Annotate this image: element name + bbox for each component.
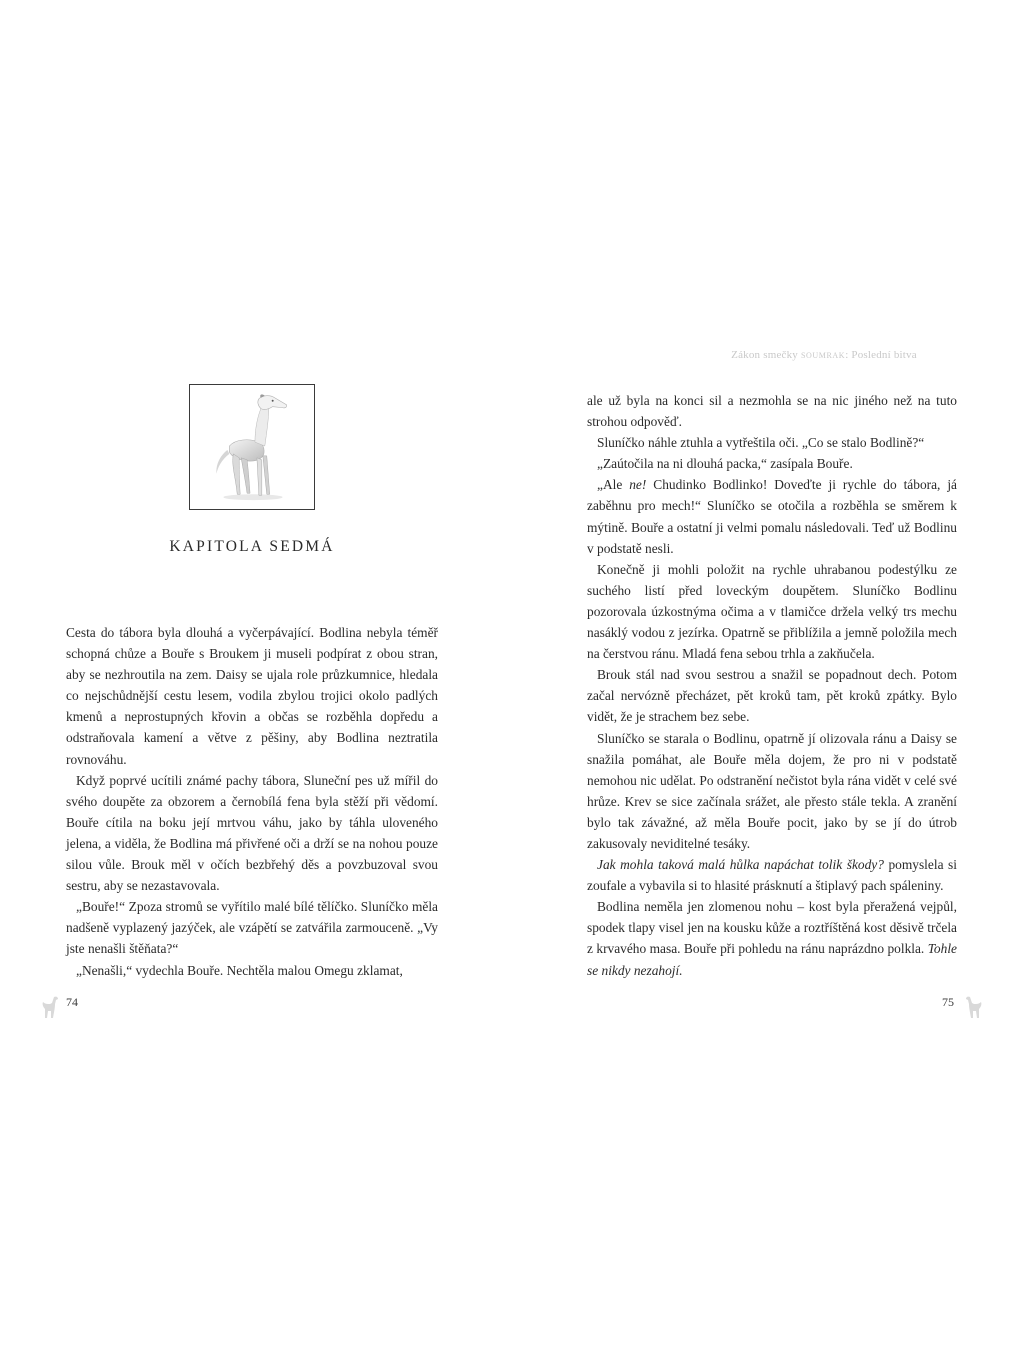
paragraph: „Bouře!“ Zpoza stromů se vyřítilo malé bílé tělíčko. Sluníčko měla nadšeně vyplazený jazýček, ale vzápětí se zatvářila zarmouceně. „Vy jste nenašli štěňata?“ <box>66 899 438 957</box>
emphasis: Tohle se nikdy nezahojí. <box>587 941 957 978</box>
text-run: Bodlina neměla jen zlomenou nohu – kost byla přeražená vejpůl, spodek tlapy visel jen na kousku kůže a roztříštěná kost děsivě trčela z krvavého masa. Bouře při pohledu na ránu naprázdno polkla. <box>587 899 957 957</box>
text-run: Chudinko Bodlinko! Doveďte ji rychle do tábora, já zaběhnu pro mech!“ Sluníčko se otočila a rozběhla se směrem k mýtině. Bouře a ostatní ji velmi pomalu následovali. Teď už Bodlinu v podstatě nesli. <box>587 477 957 556</box>
paragraph: Sluníčko náhle ztuhla a vytřeštila oči. „Co se stalo Bodlině?“ <box>597 435 925 451</box>
right-page <box>512 0 1024 1365</box>
paragraph: Cesta do tábora byla dlouhá a vyčerpávající. Bodlina nebyla téměř schopná chůze a Bouře s Broukem ji museli podpírat z obou stran, aby se nezhroutila na zem. Daisy se ujala role průzkumnice, hledala co nejschůdnější cestu lesem, vodila zbylou trojici okolo padlých kmenů a neprostupných křovin a občas se rozběhla dopředu a odstraňovala kamení a větve z pěšiny, aby Bodlina neztratila rovnováhu. <box>66 625 438 767</box>
dog-silhouette-icon <box>964 994 984 1020</box>
chapter-title: KAPITOLA SEDMÁ <box>169 538 335 555</box>
text-run: „Ale <box>597 477 630 493</box>
emphasis: Jak mohla taková malá hůlka napáchat tolik škody? <box>597 857 884 873</box>
paragraph <box>587 896 957 980</box>
left-page-body <box>66 622 438 981</box>
greyhound-dog-icon <box>190 385 314 509</box>
emphasis: ne! <box>629 477 647 493</box>
running-head-series: Zákon smečky <box>731 349 799 361</box>
paragraph: Konečně ji mohli položit na rychle uhrabanou podestýlku ze suchého listí před loveckým doupětem. Sluníčko Bodlinu pozorovala úzkostnýma očima a v tlamičce držela velký trs mechu nasáklý vodou z jezírka. Opatrně se přiblížila a jemně položila mech na čerstvou ránu. Mladá fena sebou trhla a zakňučela. <box>587 561 957 662</box>
paragraph <box>587 854 957 896</box>
paragraph: Když poprvé ucítili známé pachy tábora, Sluneční pes už mířil do svého doupěte za obzorem a černobílá fena byla stěží při vědomí. Bouře cítila na boku její mrtvou váhu, jako by táhla uloveného jelena, a viděla, že Bodlina má přivřené oči a drží se na nohou pouze silou vůle. Brouk měl v očích bezbřehý děs a povzbuzoval svou sestru, aby se nezastavovala. <box>66 772 438 894</box>
paragraph: „Zaútočila na ni dlouhá packa,“ zasípala Bouře. <box>597 456 853 472</box>
paragraph: „Nenašli,“ vydechla Bouře. Nechtěla malou Omegu zklamat, <box>76 962 403 978</box>
running-head-subtitle: : Poslední bitva <box>845 349 917 361</box>
paragraph: ale už byla na konci sil a nezmohla se na nic jiného než na tuto strohou odpověď. <box>587 393 957 430</box>
paragraph: Sluníčko se starala o Bodlinu, opatrně jí olizovala ránu a Daisy se snažila pomáhat, ale Bouře měla dojem, že pro ni v podstatě nemohou nic udělat. Po odstranění nečistot byla rána vidět v celé své hrůze. Krev se sice začínala srážet, ale přesto stále tekla. A zranění bylo tak závažné, až měla Bouře pocit, jako by se jí do útrob zakusovaly neviditelné tesáky. <box>587 730 957 851</box>
paragraph <box>587 474 957 558</box>
running-head-book: soumrak <box>800 349 846 361</box>
page-number: 75 <box>942 995 954 1009</box>
dog-silhouette-icon <box>40 994 60 1020</box>
text-run: pomyslela si zoufale a vybavila si to hlasité prásknutí a štiplavý pach spáleniny. <box>587 857 957 894</box>
paragraph: Brouk stál nad svou sestrou a snažil se popadnout dech. Potom začal nervózně přecházet, pět kroků tam, pět kroků zpátky. Bylo vidět, že je strachem bez sebe. <box>587 667 957 725</box>
greyhound-dog-illustration <box>189 384 315 510</box>
right-page-body <box>587 390 957 981</box>
page-number: 74 <box>66 995 78 1009</box>
running-head <box>672 349 976 361</box>
